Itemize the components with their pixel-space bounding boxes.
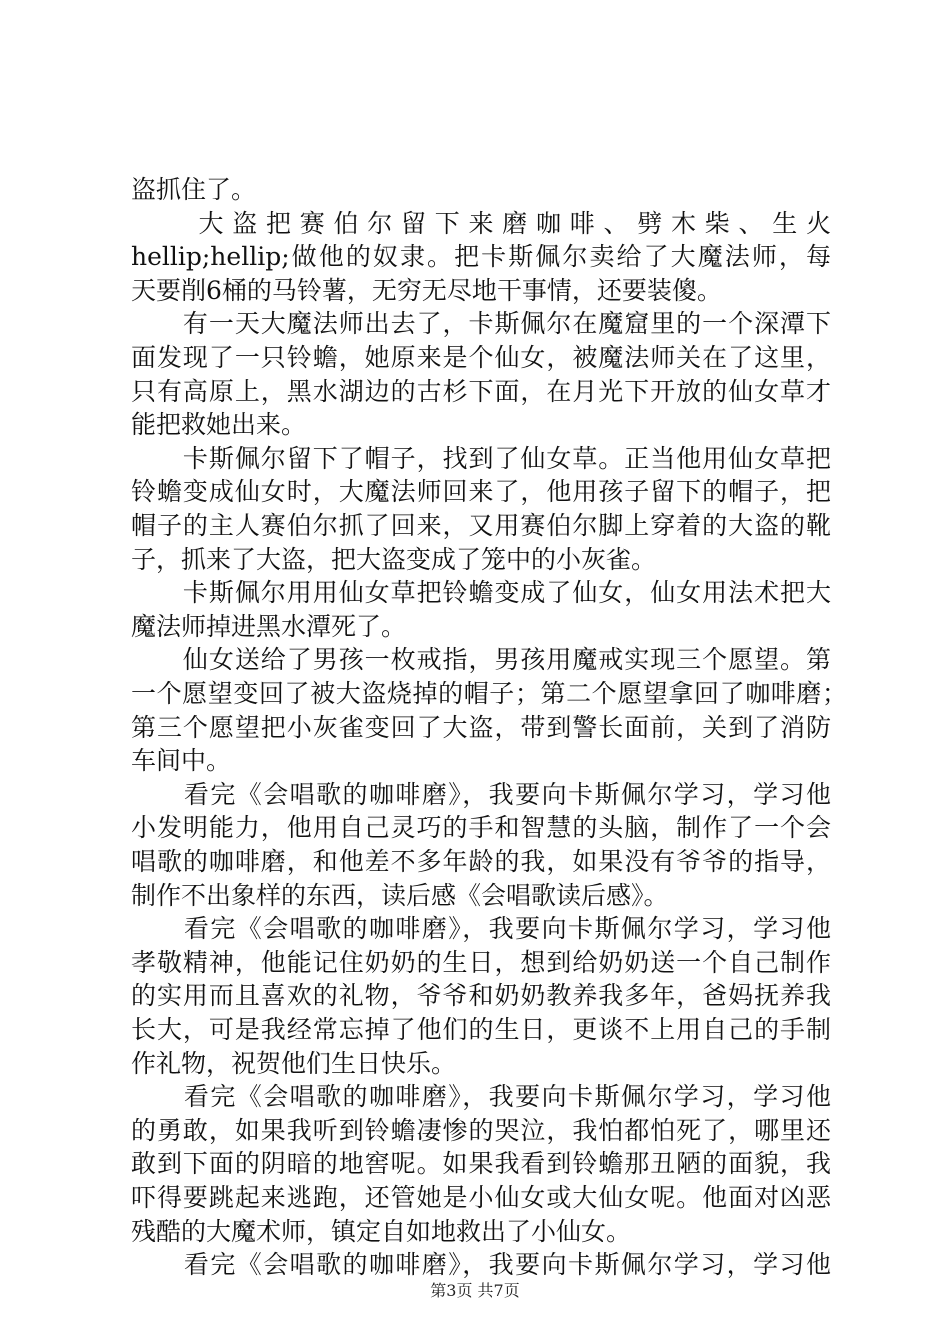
text-line: 小发明能力，他用自己灵巧的手和智慧的头脑，制作了一个会	[131, 813, 831, 843]
page-number-footer: 第3页 共7页	[430, 1281, 520, 1300]
text-line: 唱歌的咖啡磨，和他差不多年龄的我，如果没有爷爷的指导，	[131, 847, 831, 876]
text-line: 制作不出象样的东西，读后感《会唱歌读后感》。	[131, 880, 669, 910]
text-line: 看完《会唱歌的咖啡磨》，我要向卡斯佩尔学习，学习他	[131, 779, 831, 809]
text-line: 魔法师掉进黑水潭死了。	[131, 611, 407, 641]
text-line: 有一天大魔法师出去了，卡斯佩尔在魔窟里的一个深潭下	[131, 309, 831, 339]
text-line: 吓得要跳起来逃跑，还管她是小仙女或大仙女呢。他面对凶恶	[131, 1183, 831, 1212]
text-line: 只有高原上，黑水湖边的古杉下面，在月光下开放的仙女草才	[131, 376, 831, 406]
text-line: 子，抓来了大盗，把大盗变成了笼中的小灰雀。	[131, 544, 657, 574]
text-line: 看完《会唱歌的咖啡磨》，我要向卡斯佩尔学习，学习他	[131, 1082, 831, 1112]
text-line: 的实用而且喜欢的礼物，爷爷和奶奶教养我多年，爸妈抚养我	[131, 981, 831, 1011]
text-line: 作礼物，祝贺他们生日快乐。	[131, 1048, 457, 1078]
text-line: 车间中。	[131, 746, 232, 776]
text-line: 卡斯佩尔用用仙女草把铃蟾变成了仙女，仙女用法术把大	[131, 578, 831, 608]
text-line: hellip;hellip;做他的奴隶。把卡斯佩尔卖给了大魔法师，每	[131, 242, 831, 272]
text-line: 能把救她出来。	[131, 410, 307, 440]
text-line: 孝敬精神，他能记住奶奶的生日，想到给奶奶送一个自己制作	[131, 947, 831, 977]
text-line: 面发现了一只铃蟾，她原来是个仙女，被魔法师关在了这里，	[131, 343, 831, 372]
text-line: 残酷的大魔术师，镇定自如地救出了小仙女。	[131, 1216, 632, 1246]
text-line: 盗抓住了。	[131, 175, 257, 204]
text-line: 天要削6桶的马铃薯，无穷无尽地干事情，还要装傻。	[131, 275, 722, 305]
text-line: 铃蟾变成仙女时，大魔法师回来了，他用孩子留下的帽子，把	[131, 477, 831, 507]
text-line: 的勇敢，如果我听到铃蟾凄惨的哭泣，我怕都怕死了，哪里还	[131, 1115, 831, 1145]
text-line: 敢到下面的阴暗的地窖呢。如果我看到铃蟾那丑陋的面貌，我	[131, 1149, 831, 1179]
text-line: 看完《会唱歌的咖啡磨》，我要向卡斯佩尔学习，学习他	[131, 914, 831, 944]
text-line: 仙女送给了男孩一枚戒指，男孩用魔戒实现三个愿望。第	[131, 645, 831, 675]
text-line: 卡斯佩尔留下了帽子，找到了仙女草。正当他用仙女草把	[131, 443, 831, 473]
text-line: 看完《会唱歌的咖啡磨》，我要向卡斯佩尔学习，学习他	[131, 1250, 831, 1280]
text-line: 长大，可是我经常忘掉了他们的生日，更谈不上用自己的手制	[131, 1015, 831, 1044]
text-line: 一个愿望变回了被大盗烧掉的帽子；第二个愿望拿回了咖啡磨；	[131, 679, 847, 708]
text-line: 大盗把赛伯尔留下来磨咖啡、劈木柴、生火	[131, 208, 831, 238]
text-line: 第三个愿望把小灰雀变回了大盗，带到警长面前，关到了消防	[131, 712, 831, 742]
text-line: 帽子的主人赛伯尔抓了回来，又用赛伯尔脚上穿着的大盗的靴	[131, 511, 831, 540]
